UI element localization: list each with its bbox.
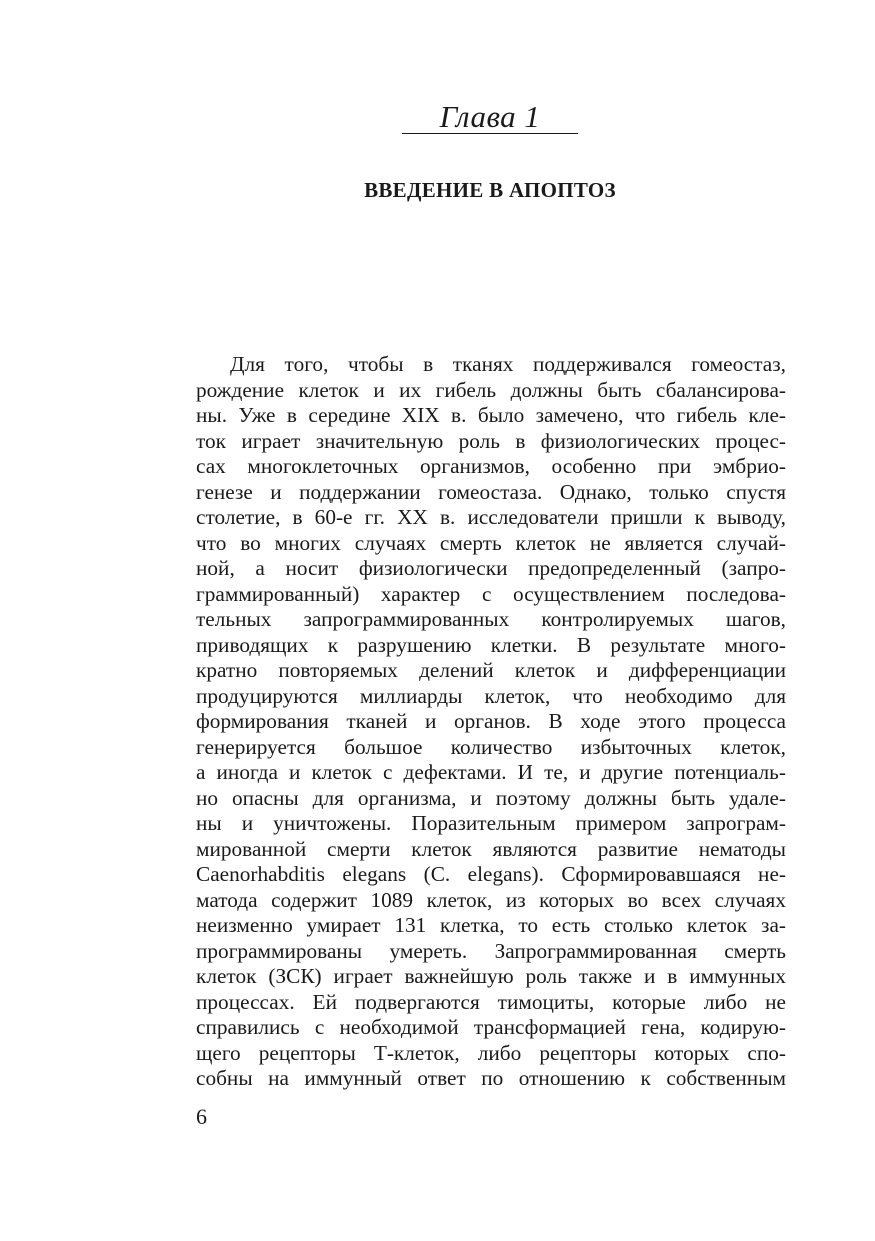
body-line: Caenorhabditis elegans (C. elegans). Сформировавшаяся не-: [196, 862, 786, 886]
body-line: что во многих случаях смерть клеток не является случай-: [196, 530, 786, 555]
body-line: ны. Уже в середине XIX в. было замечено, что гибель кле-: [196, 403, 786, 427]
body-line: неизменно умирает 131 клетка, то есть столько клеток за-: [196, 913, 786, 937]
body-line: ны и уничтожены. Поразительным примером запрограм-: [196, 811, 786, 835]
body-line: Для того, чтобы в тканях поддерживался гомеостаз,: [230, 352, 786, 376]
body-line: клеток (ЗСК) играет важнейшую роль также и в иммунных: [196, 964, 786, 988]
body-line: программированы умереть. Запрограммированная смерть: [196, 938, 786, 963]
body-line: мированной смерти клеток являются развитие нематоды: [196, 836, 786, 861]
body-line: ной, а носит физиологически предопределенный (запро-: [196, 556, 786, 580]
body-line: кратно повторяемых делений клеток и дифференциации: [196, 658, 786, 682]
body-line: рождение клеток и их гибель должны быть сбалансирова-: [196, 377, 786, 402]
body-line: формирования тканей и органов. В ходе этого процесса: [196, 709, 786, 733]
body-line: справились с необходимой трансформацией гена, кодирую-: [196, 1015, 786, 1039]
body-line: матода содержит 1089 клеток, из которых во всех случаях: [196, 887, 786, 912]
body-line: а иногда и клеток с дефектами. И те, и другие потенциаль-: [196, 760, 786, 784]
body-line: тельных запрограммированных контролируемых шагов,: [196, 607, 786, 631]
body-line: процессах. Ей подвергаются тимоциты, которые либо не: [196, 989, 786, 1014]
page-number: 6: [196, 1104, 207, 1129]
body-line: сах многоклеточных организмов, особенно при эмбрио-: [196, 454, 786, 478]
chapter-underline: [402, 133, 578, 134]
body-line: генезе и поддержании гомеостаза. Однако, только спустя: [196, 479, 786, 504]
body-line: но опасны для организма, и поэтому должны быть удале-: [196, 785, 786, 810]
chapter-title: ВВЕДЕНИЕ В АПОПТОЗ: [364, 178, 616, 202]
body-line: щего рецепторы Т-клеток, либо рецепторы которых спо-: [196, 1040, 786, 1065]
body-line: собны на иммунный ответ по отношению к собственным: [196, 1066, 786, 1090]
body-line: генерируется большое количество избыточных клеток,: [196, 734, 786, 759]
body-line: приводящих к разрушению клетки. В результате много-: [196, 632, 786, 657]
body-line: граммированный) характер с осуществлением последова-: [196, 581, 786, 606]
body-paragraph: [196, 352, 786, 1092]
body-line: столетие, в 60-е гг. XX в. исследователи пришли к выводу,: [196, 505, 786, 529]
body-line: ток играет значительную роль в физиологических процес-: [196, 428, 786, 453]
body-line: продуцируются миллиарды клеток, что необходимо для: [196, 683, 786, 708]
chapter-label: Глава 1: [439, 99, 541, 134]
